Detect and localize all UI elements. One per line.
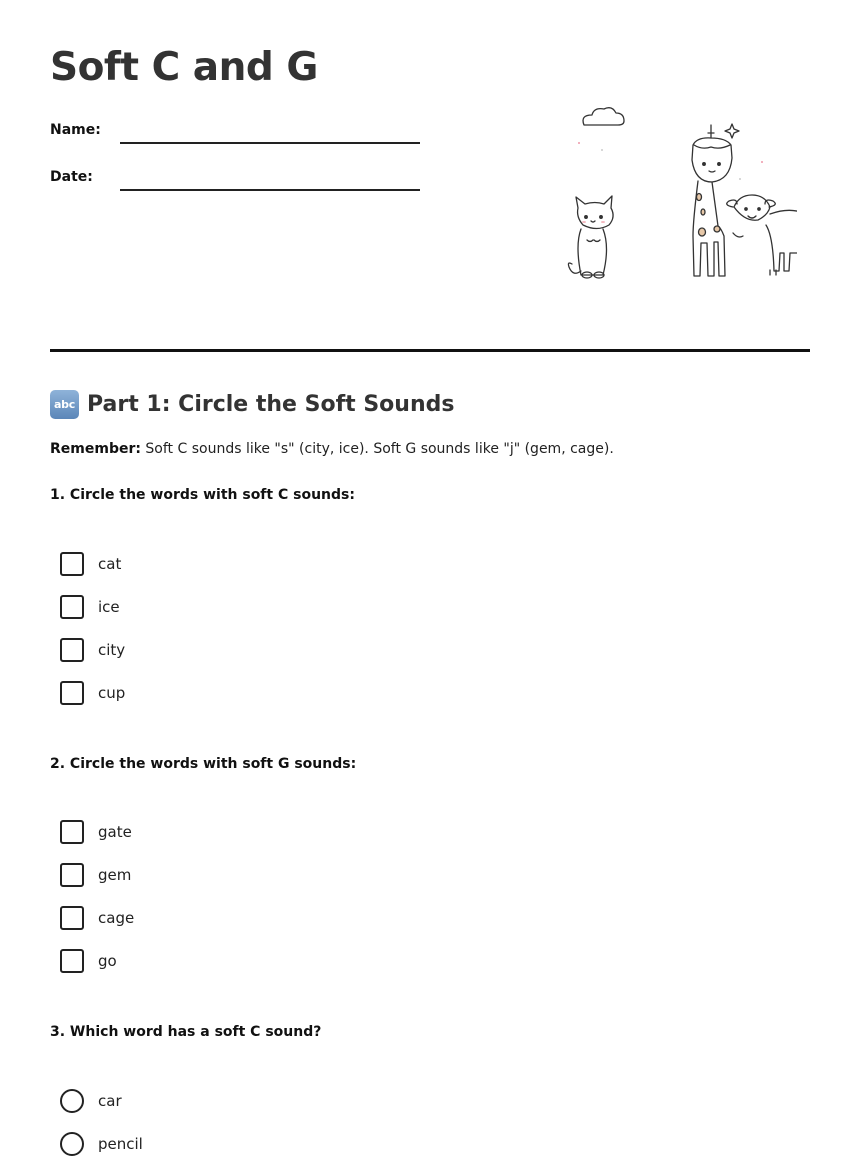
cloud-icon xyxy=(583,108,624,125)
question-1-option[interactable] xyxy=(60,552,121,576)
option-label: cup xyxy=(98,684,126,702)
radio-button[interactable] xyxy=(60,1089,84,1113)
checkbox[interactable] xyxy=(60,820,84,844)
remember-text: Soft C sounds like "s" (city, ice). Soft G sounds like "j" (gem, cage). xyxy=(140,441,614,457)
part1-title: Part 1: Circle the Soft Sounds xyxy=(87,391,455,417)
date-label: Date: xyxy=(50,169,93,185)
part1-heading xyxy=(50,389,454,419)
page-title: Soft C and G xyxy=(50,45,318,90)
date-line[interactable] xyxy=(120,189,420,191)
remember-label: Remember: xyxy=(50,441,141,457)
remember-note xyxy=(50,441,614,457)
question-1-prompt: 1. Circle the words with soft C sounds: xyxy=(50,487,355,503)
checkbox[interactable] xyxy=(60,552,84,576)
checkbox[interactable] xyxy=(60,863,84,887)
abc-icon: abc xyxy=(50,390,79,419)
checkbox[interactable] xyxy=(60,681,84,705)
name-field[interactable] xyxy=(50,122,420,152)
question-2-option[interactable] xyxy=(60,949,117,973)
question-2-prompt: 2. Circle the words with soft G sounds: xyxy=(50,756,357,772)
radio-button[interactable] xyxy=(60,1132,84,1156)
question-3-prompt: 3. Which word has a soft C sound? xyxy=(50,1024,322,1040)
question-1-option[interactable] xyxy=(60,595,120,619)
animals-illustration xyxy=(562,95,797,290)
section-divider xyxy=(50,349,810,352)
question-2-option[interactable] xyxy=(60,863,131,887)
option-label: cage xyxy=(98,909,135,927)
name-line[interactable] xyxy=(120,142,420,144)
option-label: pencil xyxy=(98,1135,143,1153)
option-label: cat xyxy=(98,555,122,573)
option-label: gate xyxy=(98,823,132,841)
question-1-option[interactable] xyxy=(60,638,125,662)
checkbox[interactable] xyxy=(60,949,84,973)
option-label: go xyxy=(98,952,117,970)
question-2-option[interactable] xyxy=(60,820,132,844)
question-3-option[interactable] xyxy=(60,1132,143,1156)
sheep-icon xyxy=(727,195,797,275)
checkbox[interactable] xyxy=(60,595,84,619)
option-label: city xyxy=(98,641,126,659)
option-label: car xyxy=(98,1092,122,1110)
date-field[interactable] xyxy=(50,169,420,199)
option-label: ice xyxy=(98,598,120,616)
question-1-option[interactable] xyxy=(60,681,125,705)
cat-icon xyxy=(568,196,613,278)
question-2-option[interactable] xyxy=(60,906,134,930)
checkbox[interactable] xyxy=(60,906,84,930)
sparkle-icon xyxy=(725,124,739,138)
question-3-option[interactable] xyxy=(60,1089,122,1113)
name-label: Name: xyxy=(50,122,101,138)
option-label: gem xyxy=(98,866,132,884)
checkbox[interactable] xyxy=(60,638,84,662)
